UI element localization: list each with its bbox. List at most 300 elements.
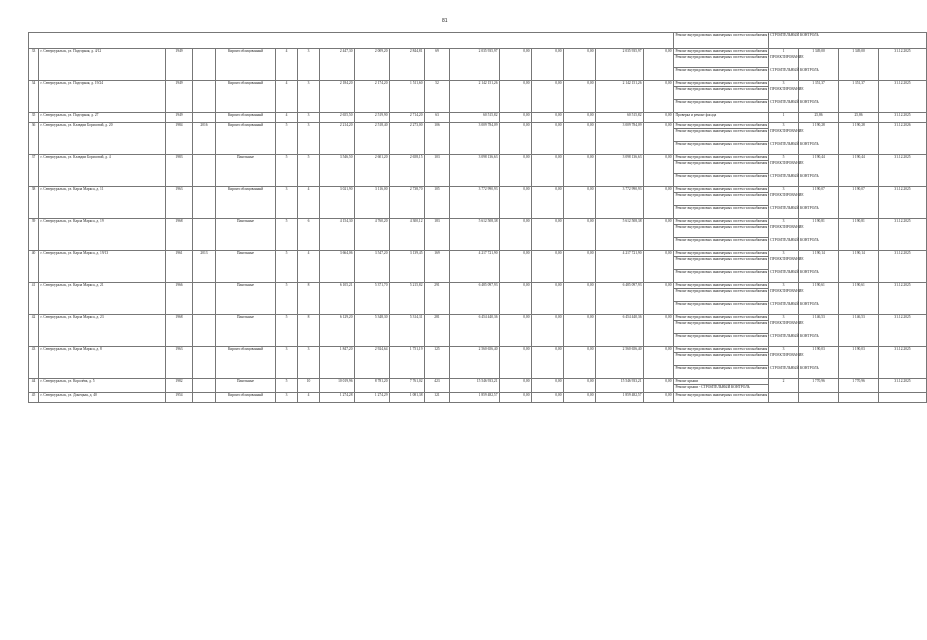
cell-residents: 281	[425, 315, 450, 347]
work-item: Ремонт внутридомовых инженерных систем газоснабжения - ПРОЕКТИРОВАНИЕ	[674, 225, 769, 238]
cell-floors: 4	[276, 81, 298, 113]
cell-fund-region: 0,00	[532, 187, 564, 219]
cell-floors: 5	[276, 123, 298, 155]
cell-deadline: 31.12.2025	[879, 187, 927, 219]
cell-address: г. Североуральск, ул. Подгорная, д. 19/24	[39, 81, 166, 113]
cell-unit-cost: 1 351,37	[799, 81, 839, 113]
work-item: Ремонт внутридомовых инженерных систем газоснабжения - ПРОЕКТИРОВАНИЕ	[674, 161, 769, 174]
cell-deadline: 31.12.2025	[879, 283, 927, 315]
cell-fund-local: 0,00	[564, 49, 596, 81]
cell-fund-federal: 0,00	[500, 393, 532, 403]
cell-year-overhaul	[193, 187, 216, 219]
cell-total-area: 2 184,20	[320, 81, 355, 113]
cell-year-built: 1963	[166, 187, 193, 219]
cell-total-area: 2 447,30	[320, 49, 355, 81]
cell-floors: 5	[276, 379, 298, 393]
cell-address: г. Североуральск, ул. Клавдии Борисовой, д. 20	[39, 123, 166, 155]
table-row-continued	[29, 33, 927, 49]
work-item: Ремонт внутридомовых инженерных систем газоснабжения - СТРОИТЕЛЬНЫЙ КОНТРОЛЬ	[674, 100, 769, 113]
cell-max-cost: 1 190,44	[839, 155, 879, 187]
cell-deadline: 31.12.2025	[879, 155, 927, 187]
work-item: Ремонт внутридомовых инженерных систем газоснабжения - СТРОИТЕЛЬНЫЙ КОНТРОЛЬ	[674, 238, 769, 251]
cell-floors: 5	[276, 219, 298, 251]
cell-year-overhaul	[193, 113, 216, 123]
cell-entrances: 3	[298, 49, 320, 81]
cell-residents: 69	[425, 49, 450, 81]
work-item: Ремонт внутридомовых инженерных систем газоснабжения	[675, 81, 768, 85]
overhaul-register-table	[28, 32, 927, 403]
cell-area-premises: 3 547,20	[355, 251, 390, 283]
cell-fund-federal: 0,00	[500, 219, 532, 251]
cell-fund-federal: 0,00	[500, 379, 532, 393]
work-item: Ремонт внутридомовых инженерных систем газоснабжения - ПРОЕКТИРОВАНИЕ	[674, 129, 769, 142]
cell-fund-local: 0,00	[564, 315, 596, 347]
cell-residents: 291	[425, 283, 450, 315]
cell-year-overhaul	[193, 393, 216, 403]
work-item: Ремонт внутридомовых инженерных систем газоснабжения	[675, 283, 768, 287]
cell-fund-federal: 0,00	[500, 283, 532, 315]
cell-cost-total: 6 485 097,93	[450, 283, 500, 315]
cell-row-number: 45	[29, 393, 39, 403]
cell-residents: 105	[425, 187, 450, 219]
cell-year-overhaul	[193, 283, 216, 315]
cell-total-area: 2 655,50	[320, 113, 355, 123]
cell-year-overhaul	[193, 49, 216, 81]
cell-residents: 103	[425, 155, 450, 187]
cell-fund-local: 0,00	[564, 123, 596, 155]
cell-units: 3	[769, 187, 799, 219]
cell-cost-total: 2 035 935,97	[450, 49, 500, 81]
cell-row-number: 42	[29, 315, 39, 347]
cell-year-overhaul	[193, 155, 216, 187]
cell-unit-cost: 1 190,81	[799, 219, 839, 251]
cell-area-premises: 2 519,90	[355, 113, 390, 123]
cell-row-number: 33	[29, 49, 39, 81]
cell-floors: 5	[276, 155, 298, 187]
cell-max-cost: 1 190,28	[839, 123, 879, 155]
cell-deadline	[879, 393, 927, 403]
cell-total-area: 2 214,20	[320, 123, 355, 155]
cell-deadline: 31.12.2025	[879, 347, 927, 379]
cell-max-cost: 1 190,03	[839, 347, 879, 379]
cell-units: 3	[769, 251, 799, 283]
cell-cost-total: 2 560 656,40	[450, 347, 500, 379]
cell-fund-other: 0,00	[644, 123, 674, 155]
work-item: Ремонт крыши - СТРОИТЕЛЬНЫЙ КОНТРОЛЬ	[674, 385, 769, 393]
cell-wall-material: Кирпич облицованный	[216, 81, 276, 113]
cell-fund-region: 0,00	[532, 283, 564, 315]
cell-row-number: 36	[29, 123, 39, 155]
cell-year-overhaul	[193, 379, 216, 393]
cell-fund-other: 0,00	[644, 113, 674, 123]
work-item: Ремонт внутридомовых инженерных систем газоснабжения	[674, 393, 769, 403]
cell-unit-cost: 1 190,61	[799, 283, 839, 315]
table-row	[29, 187, 927, 193]
cell-cost-total: 1 859 482,57	[450, 393, 500, 403]
cell-unit-cost: 1 190,14	[799, 251, 839, 283]
cell-area-living: 2 844,81	[390, 49, 425, 81]
cell-area-living: 5 314,31	[390, 315, 425, 347]
cell-address: г. Североуральск, ул. Карла Маркса, д. 23	[39, 315, 166, 347]
cell-units: 1	[769, 113, 799, 123]
cell-total-area: 1 847,20	[320, 347, 355, 379]
cell-fund-local: 0,00	[564, 393, 596, 403]
work-item: Ремонт внутридомовых инженерных систем газоснабжения - ПРОЕКТИРОВАНИЕ	[674, 321, 769, 334]
cell-fund-federal: 0,00	[500, 187, 532, 219]
cell-total-area: 1 274,28	[320, 393, 355, 403]
table-row	[29, 155, 927, 161]
cell-fund-local: 0,00	[564, 251, 596, 283]
cell-row-number: 35	[29, 113, 39, 123]
cell-entrances: 8	[298, 283, 320, 315]
cell-area-premises: 2 518,40	[355, 123, 390, 155]
cell-area-premises: 2 601,20	[355, 155, 390, 187]
cell-entrances: 4	[298, 251, 320, 283]
cell-wall-material: Кирпич облицованный	[216, 113, 276, 123]
cell-residents: 121	[425, 393, 450, 403]
work-item: Ремонт внутридомовых инженерных систем газоснабжения	[675, 347, 768, 351]
cell-fund-other: 0,00	[644, 49, 674, 81]
cell-cost-total: 2 142 151,26	[450, 81, 500, 113]
cell-fund-owners: 3 098 136,63	[596, 155, 644, 187]
cell-fund-region: 0,00	[532, 347, 564, 379]
cell-fund-owners: 60 515,82	[596, 113, 644, 123]
table-row	[29, 379, 927, 385]
cell-fund-region: 0,00	[532, 219, 564, 251]
cell-total-area: 3 021,90	[320, 187, 355, 219]
cell-fund-other: 0,00	[644, 283, 674, 315]
work-item: Ремонт внутридомовых инженерных систем газоснабжения	[675, 251, 768, 255]
table-row	[29, 49, 927, 55]
cell-year-built: 1961	[166, 251, 193, 283]
cell-fund-owners: 3 772 990,93	[596, 187, 644, 219]
cell-wall-material: Панельные	[216, 379, 276, 393]
cell-entrances: 3	[298, 81, 320, 113]
table-body	[29, 33, 927, 403]
cell-fund-owners: 3 009 784,09	[596, 123, 644, 155]
cell-fund-federal: 0,00	[500, 49, 532, 81]
cell-year-built: 1963	[166, 347, 193, 379]
work-item: Ремонт внутридомовых инженерных систем газоснабжения	[675, 187, 768, 191]
cell-max-cost	[839, 393, 879, 403]
cell-address: г. Североуральск, ул. Карла Маркса, д. 19/13	[39, 251, 166, 283]
cell-entrances: 3	[298, 347, 320, 379]
cell-fund-other: 0,00	[644, 393, 674, 403]
cell-units: 2	[769, 379, 799, 393]
cell-total-area: 6 129,20	[320, 315, 355, 347]
cell-units: 3	[769, 219, 799, 251]
cell-area-premises: 4 760,20	[355, 219, 390, 251]
cell-entrances: 3	[298, 113, 320, 123]
cell-residents: 169	[425, 251, 450, 283]
cell-unit-cost: 1 770,96	[799, 379, 839, 393]
cell-year-overhaul	[193, 315, 216, 347]
cell-fund-other: 0,00	[644, 81, 674, 113]
work-item: Ремонт внутридомовых инженерных систем газоснабжения	[675, 219, 768, 223]
cell-units: 3	[769, 283, 799, 315]
cell-deadline: 31.12.2025	[879, 379, 927, 393]
cell-entrances: 6	[298, 219, 320, 251]
cell-row-number: 37	[29, 155, 39, 187]
cell-max-cost: 1 190,81	[839, 219, 879, 251]
cell-area-living: 2 273,00	[390, 123, 425, 155]
cell-year-built: 1968	[166, 315, 193, 347]
register-sheet	[28, 32, 911, 636]
cell-floors: 3	[276, 347, 298, 379]
cell-fund-region: 0,00	[532, 379, 564, 393]
cell-max-cost: 1 190,14	[839, 251, 879, 283]
cell-year-built: 1949	[166, 81, 193, 113]
cell-floors: 5	[276, 315, 298, 347]
work-item: Ремонт внутридомовых инженерных систем газоснабжения	[675, 49, 768, 53]
cell-units: 3	[769, 347, 799, 379]
cell-residents: 183	[425, 219, 450, 251]
cell-max-cost: 1 351,37	[839, 81, 879, 113]
table-row	[29, 219, 927, 225]
table-row	[29, 81, 927, 87]
cell-area-living: 5 215,82	[390, 283, 425, 315]
cell-total-area: 3 546,50	[320, 155, 355, 187]
cell-address: г. Североуральск, ул. Донецкая, д. 40	[39, 393, 166, 403]
cell-fund-local: 0,00	[564, 113, 596, 123]
work-item: Ремонт внутридомовых инженерных систем газоснабжения	[675, 315, 768, 319]
cell-max-cost: 1 146,53	[839, 315, 879, 347]
cell-area-living: 2 738,70	[390, 187, 425, 219]
table-row	[29, 347, 927, 353]
cell-area-premises: 2 009,20	[355, 49, 390, 81]
cell-address: г. Североуральск, ул. Клавдии Борисовой, д. 4	[39, 155, 166, 187]
cell-area-premises: 2 174,20	[355, 81, 390, 113]
cell-year-overhaul: 2013	[193, 251, 216, 283]
cell-entrances: 4	[298, 393, 320, 403]
cell-fund-federal: 0,00	[500, 81, 532, 113]
cell-row-number: 38	[29, 187, 39, 219]
cell-fund-local: 0,00	[564, 187, 596, 219]
cell-area-living: 1 081,38	[390, 393, 425, 403]
cell-year-built: 1954	[166, 393, 193, 403]
cell-fund-region: 0,00	[532, 123, 564, 155]
cell-year-overhaul	[193, 347, 216, 379]
cell-floors: 3	[276, 393, 298, 403]
page-number: 81	[442, 18, 448, 24]
cell-fund-owners: 6 454 440,36	[596, 315, 644, 347]
work-item: Проверка и ремонт фасада	[674, 113, 769, 123]
cell-total-area: 10 019,96	[320, 379, 355, 393]
cell-year-built: 1968	[166, 219, 193, 251]
cell-year-overhaul	[193, 81, 216, 113]
cell-deadline: 31.12.2025	[879, 251, 927, 283]
cell-residents: 125	[425, 347, 450, 379]
cell-fund-region: 0,00	[532, 315, 564, 347]
cell-cost-total: 3 009 784,09	[450, 123, 500, 155]
cell-fund-local: 0,00	[564, 155, 596, 187]
cell-wall-material: Панельные	[216, 315, 276, 347]
cell-year-built: 1949	[166, 113, 193, 123]
cell-fund-federal: 0,00	[500, 347, 532, 379]
cell-fund-owners: 4 217 721,90	[596, 251, 644, 283]
cell-area-premises: 8 781,20	[355, 379, 390, 393]
cell-row-number: 43	[29, 347, 39, 379]
work-item: Ремонт внутридомовых инженерных систем газоснабжения - СТРОИТЕЛЬНЫЙ КОНТРОЛЬ	[674, 334, 769, 347]
cell-unit-cost	[799, 393, 839, 403]
cell-area-premises: 1 274,29	[355, 393, 390, 403]
cell-residents: 52	[425, 81, 450, 113]
cell-fund-federal: 0,00	[500, 113, 532, 123]
continued-spacer	[29, 33, 674, 49]
cell-area-living: 1 751,19	[390, 347, 425, 379]
cell-max-cost: 25,86	[839, 113, 879, 123]
work-item: Ремонт внутридомовых инженерных систем газоснабжения - СТРОИТЕЛЬНЫЙ КОНТРОЛЬ	[674, 68, 769, 81]
cell-area-living: 3 139,45	[390, 251, 425, 283]
cell-cost-total: 4 217 721,90	[450, 251, 500, 283]
cell-unit-cost: 1 190,28	[799, 123, 839, 155]
cell-residents: 423	[425, 379, 450, 393]
table-row	[29, 123, 927, 129]
cell-address: г. Североуральск, ул. Карла Маркса, д. 11	[39, 187, 166, 219]
work-item: Ремонт внутридомовых инженерных систем газоснабжения	[675, 123, 768, 127]
cell-fund-region: 0,00	[532, 155, 564, 187]
cell-fund-owners: 1 859 482,57	[596, 393, 644, 403]
cell-wall-material: Панельные	[216, 155, 276, 187]
cell-wall-material: Кирпич облицованный	[216, 393, 276, 403]
cell-unit-cost: 1 146,53	[799, 315, 839, 347]
cell-deadline: 31.12.2025	[879, 219, 927, 251]
work-item: Ремонт внутридомовых инженерных систем газоснабжения - ПРОЕКТИРОВАНИЕ	[674, 55, 769, 68]
cell-fund-local: 0,00	[564, 81, 596, 113]
work-item: Ремонт внутридомовых инженерных систем газоснабжения - СТРОИТЕЛЬНЫЙ КОНТРОЛЬ	[674, 366, 769, 379]
cell-fund-local: 0,00	[564, 219, 596, 251]
cell-fund-owners: 6 485 097,93	[596, 283, 644, 315]
cell-wall-material: Кирпич облицованный	[216, 49, 276, 81]
table-row	[29, 393, 927, 403]
table-row	[29, 315, 927, 321]
work-item: Ремонт внутридомовых инженерных систем газоснабжения - СТРОИТЕЛЬНЫЙ КОНТРОЛЬ	[674, 270, 769, 283]
cell-fund-other: 0,00	[644, 219, 674, 251]
cell-fund-region: 0,00	[532, 49, 564, 81]
table-row	[29, 283, 927, 289]
work-item: Ремонт внутридомовых инженерных систем газоснабжения - СТРОИТЕЛЬНЫЙ КОНТРОЛЬ	[674, 206, 769, 219]
cell-wall-material: Панельные	[216, 219, 276, 251]
cell-fund-federal: 0,00	[500, 155, 532, 187]
cell-unit-cost: 1 190,07	[799, 187, 839, 219]
cell-cost-total: 6 454 440,36	[450, 315, 500, 347]
cell-cost-total: 15 546 933,21	[450, 379, 500, 393]
cell-fund-owners: 5 612 508,38	[596, 219, 644, 251]
cell-area-premises: 2 924,64	[355, 347, 390, 379]
cell-cost-total: 3 772 990,93	[450, 187, 500, 219]
cell-row-number: 39	[29, 219, 39, 251]
cell-entrances: 8	[298, 315, 320, 347]
cell-area-premises: 3 116,00	[355, 187, 390, 219]
cell-floors: 5	[276, 251, 298, 283]
cell-entrances: 5	[298, 155, 320, 187]
cell-total-area: 4 154,30	[320, 219, 355, 251]
cell-fund-other: 0,00	[644, 187, 674, 219]
cell-address: г. Североуральск, ул. Подгорная, д. 4/12	[39, 49, 166, 81]
cell-max-cost: 1 190,61	[839, 283, 879, 315]
cell-units: 3	[769, 123, 799, 155]
work-item: Ремонт внутридомовых инженерных систем газоснабжения - СТРОИТЕЛЬНЫЙ КОНТРОЛЬ	[674, 302, 769, 315]
cell-deadline: 31.12.2025	[879, 49, 927, 81]
cell-fund-other: 0,00	[644, 315, 674, 347]
cell-deadline: 31.12.2025	[879, 81, 927, 113]
cell-unit-cost: 1 190,44	[799, 155, 839, 187]
cell-units: 3	[769, 81, 799, 113]
cell-cost-total: 5 612 508,38	[450, 219, 500, 251]
cell-entrances: 3	[298, 123, 320, 155]
cell-unit-cost: 1 349,00	[799, 49, 839, 81]
work-item: Ремонт крыши	[674, 379, 769, 385]
work-item: Ремонт внутридомовых инженерных систем газоснабжения - ПРОЕКТИРОВАНИЕ	[674, 193, 769, 206]
cell-unit-cost: 25,86	[799, 113, 839, 123]
cell-fund-federal: 0,00	[500, 123, 532, 155]
cell-address: г. Североуральск, ул. Карла Маркса, д. 19	[39, 219, 166, 251]
cell-wall-material: Панельные	[216, 251, 276, 283]
cell-deadline: 31.12.2026	[879, 123, 927, 155]
cell-row-number: 34	[29, 81, 39, 113]
cell-max-cost: 1 770,96	[839, 379, 879, 393]
work-item: Ремонт внутридомовых инженерных систем газоснабжения	[675, 155, 768, 159]
cell-deadline: 31.12.2025	[879, 315, 927, 347]
cell-year-built: 1984	[166, 123, 193, 155]
cell-wall-material: Кирпич облицованный	[216, 123, 276, 155]
cell-fund-owners: 2 035 935,97	[596, 49, 644, 81]
cell-area-living: 2 714,20	[390, 113, 425, 123]
cell-area-living: 1 511,60	[390, 81, 425, 113]
cell-fund-local: 0,00	[564, 379, 596, 393]
cell-wall-material: Кирпич облицованный	[216, 347, 276, 379]
cell-year-built: 1983	[166, 155, 193, 187]
cell-floors: 5	[276, 283, 298, 315]
cell-residents: 106	[425, 123, 450, 155]
cell-unit-cost: 1 190,03	[799, 347, 839, 379]
cell-area-premises: 5 371,70	[355, 283, 390, 315]
cell-floors: 4	[276, 113, 298, 123]
cell-address: г. Североуральск, ул. Королёва, д. 5	[39, 379, 166, 393]
cell-area-living: 7 761,02	[390, 379, 425, 393]
cell-fund-other: 0,00	[644, 379, 674, 393]
cell-fund-federal: 0,00	[500, 251, 532, 283]
cell-fund-other: 0,00	[644, 347, 674, 379]
cell-row-number: 41	[29, 283, 39, 315]
work-item: Ремонт внутридомовых инженерных систем газоснабжения - СТРОИТЕЛЬНЫЙ КОНТРОЛЬ	[674, 174, 769, 187]
work-item: Ремонт внутридомовых инженерных систем газоснабжения - СТРОИТЕЛЬНЫЙ КОНТРОЛЬ	[674, 33, 769, 49]
cell-fund-owners: 15 546 933,21	[596, 379, 644, 393]
cell-fund-local: 0,00	[564, 347, 596, 379]
work-item: Ремонт внутридомовых инженерных систем газоснабжения - ПРОЕКТИРОВАНИЕ	[674, 257, 769, 270]
cell-wall-material: Панельные	[216, 283, 276, 315]
cell-year-overhaul: 2016	[193, 123, 216, 155]
cell-fund-region: 0,00	[532, 113, 564, 123]
cell-row-number: 44	[29, 379, 39, 393]
cell-row-number: 40	[29, 251, 39, 283]
cell-fund-region: 0,00	[532, 251, 564, 283]
cell-area-living: 4 300,12	[390, 219, 425, 251]
cell-units: 5	[769, 155, 799, 187]
cell-fund-region: 0,00	[532, 81, 564, 113]
cell-cost-total: 3 098 136,63	[450, 155, 500, 187]
cell-address: г. Североуральск, ул. Подгорная, д. 27	[39, 113, 166, 123]
cell-cost-total: 60 515,82	[450, 113, 500, 123]
cell-fund-region: 0,00	[532, 393, 564, 403]
cell-units: 1	[769, 49, 799, 81]
cell-address: г. Североуральск, ул. Карла Маркса, д. 8	[39, 347, 166, 379]
cell-year-overhaul	[193, 219, 216, 251]
cell-units: 3	[769, 315, 799, 347]
cell-total-area: 6 105,21	[320, 283, 355, 315]
cell-floors: 4	[276, 49, 298, 81]
table-row	[29, 113, 927, 123]
